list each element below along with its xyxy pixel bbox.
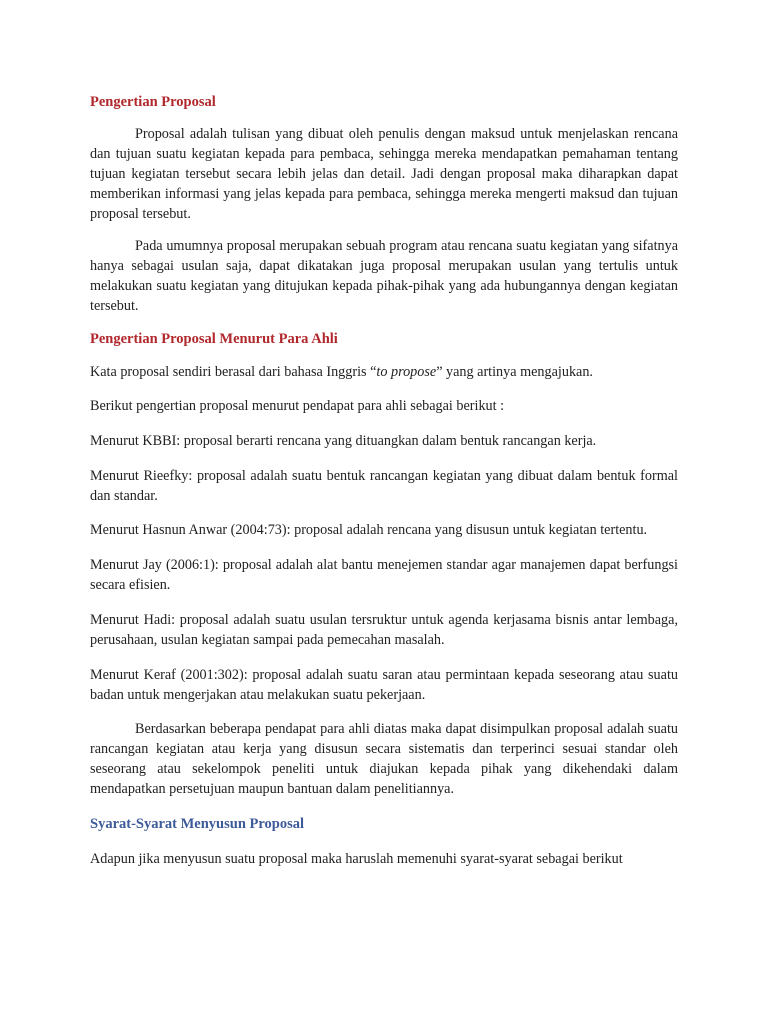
heading-syarat-syarat: Syarat-Syarat Menyusun Proposal [90,816,305,832]
kata-text-after: ” yang artinya mengajukan. [436,364,593,380]
heading-menurut-para-ahli: Pengertian Proposal Menurut Para Ahli [90,331,338,347]
paragraph-menurut-rieefky: Menurut Rieefky: proposal adalah suatu bentuk rancangan kegiatan yang dibuat dalam bentuk formal dan standar. [90,468,678,504]
kata-text-before: Kata proposal sendiri berasal dari bahasa Inggris “ [90,364,377,380]
paragraph-menurut-keraf: Menurut Keraf (2001:302): proposal adalah suatu saran atau permintaan kepada seseorang atau suatu badan untuk mengerjakan atau melakukan suatu pekerjaan. [90,667,678,703]
paragraph-adapun: Adapun jika menyusun suatu proposal maka haruslah memenuhi syarat-syarat sebagai berikut [90,851,623,867]
heading-pengertian-proposal: Pengertian Proposal [90,94,216,110]
paragraph-menurut-jay: Menurut Jay (2006:1): proposal adalah alat bantu menejemen standar agar manajemen dapat berfungsi secara efisien. [90,557,678,593]
kata-italic-term: to propose [376,364,437,380]
paragraph-menurut-hasnun: Menurut Hasnun Anwar (2004:73): proposal adalah rencana yang disusun untuk kegiatan tertentu. [90,522,648,538]
paragraph-general: Pada umumnya proposal merupakan sebuah program atau rencana suatu kegiatan yang sifatnya hanya sebagai usulan saja, dapat dikatakan juga proposal merupakan usulan yang tertulis untuk melakukan suatu kegiatan yang ditujukan kepada pihak-pihak yang ada hubungannya dengan kegiatan tersebut. [90,238,678,314]
paragraph-menurut-kbbi: Menurut KBBI: proposal berarti rencana yang dituangkan dalam bentuk rancangan kerja. [90,433,597,449]
paragraph-kesimpulan: Berdasarkan beberapa pendapat para ahli diatas maka dapat disimpulkan proposal adalah suatu rancangan kegiatan atau kerja yang disusun secara sistematis dan terperinci sesuai standar oleh seseorang atau sekelompok peneliti untuk diajukan kepada pihak yang dikehendaki dalam mendapatkan persetujuan maupun bantuan dalam penelitiannya. [90,721,678,797]
paragraph-kata-proposal [90,362,678,382]
paragraph-definition: Proposal adalah tulisan yang dibuat oleh penulis dengan maksud untuk menjelaskan rencana dan tujuan suatu kegiatan kepada para pembaca, sehingga mereka mendapatkan pemahaman tentang tujuan kegiatan tersebut secara lebih jelas dan detail. Jadi dengan proposal maka diharapkan dapat memberikan informasi yang jelas kepada para pembaca, sehingga mereka mengerti maksud dan tujuan proposal tersebut. [90,126,678,222]
paragraph-berikut: Berikut pengertian proposal menurut pendapat para ahli sebagai berikut : [90,398,505,414]
paragraph-menurut-hadi: Menurut Hadi: proposal adalah suatu usulan tersruktur untuk agenda kerjasama bisnis antar lembaga, perusahaan, usulan kegiatan sampai pada pemecahan masalah. [90,612,678,648]
